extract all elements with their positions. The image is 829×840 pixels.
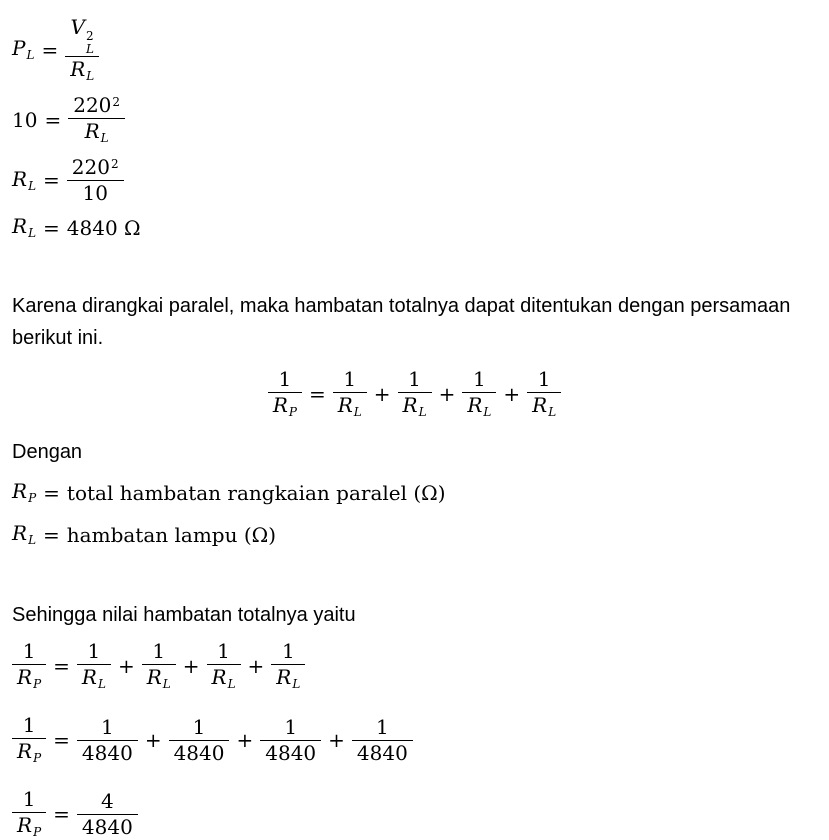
math-number: 1 xyxy=(408,367,421,392)
math-variable: $R_L$ xyxy=(146,665,171,692)
math-variable: $R_P$ xyxy=(17,739,42,766)
subscript: L xyxy=(162,677,171,692)
math-variable: $R_L$ xyxy=(276,665,301,692)
math-number: 1 xyxy=(152,639,166,664)
math-number: 10 xyxy=(82,181,108,206)
math-operator: = xyxy=(41,37,59,62)
math-number: $220^2$ xyxy=(71,155,119,180)
math-operator: + xyxy=(236,727,254,752)
math-number: 1 xyxy=(537,367,551,392)
subscript: P xyxy=(288,405,297,420)
eq-solve-rl xyxy=(12,156,817,205)
fraction xyxy=(68,94,125,146)
math-number: 1 xyxy=(100,714,114,739)
symbol-definitions xyxy=(12,480,817,548)
fraction xyxy=(12,714,46,766)
fraction xyxy=(77,790,138,839)
math-variable: $R_L$ xyxy=(81,665,106,692)
superscript: 2 xyxy=(110,156,119,171)
math-number: 1 xyxy=(376,714,389,739)
fraction-denominator xyxy=(268,392,302,420)
subscript: P xyxy=(33,677,42,692)
subscript: P xyxy=(33,751,42,766)
math-operator: = xyxy=(53,801,70,826)
math-number: 4840 xyxy=(66,215,118,240)
fraction-denominator xyxy=(333,392,367,420)
fraction-numerator xyxy=(398,368,432,392)
subscript: L xyxy=(353,405,362,420)
math-operator: = xyxy=(43,168,60,193)
math-number: 1 xyxy=(343,367,357,392)
math-number: 1 xyxy=(22,639,36,664)
math-number: 4840 xyxy=(356,740,408,765)
fraction xyxy=(462,368,496,420)
fraction xyxy=(65,16,99,84)
math-number: 1 xyxy=(284,714,298,739)
subscript: P xyxy=(33,825,42,840)
subscript: L xyxy=(85,41,94,56)
subscript: L xyxy=(227,677,236,692)
eq-substitute-values xyxy=(12,94,817,146)
math-variable: $R_L$ xyxy=(211,665,236,692)
fraction-denominator xyxy=(527,392,561,420)
math-variable: $R_L$ xyxy=(84,119,109,146)
fraction xyxy=(527,368,561,420)
fraction xyxy=(398,368,432,420)
total-resistance-calculation xyxy=(12,640,817,840)
fraction-numerator xyxy=(260,716,321,740)
fraction-numerator xyxy=(12,714,46,738)
math-variable: $R_P$ xyxy=(17,813,42,840)
math-operator: + xyxy=(438,381,456,406)
fraction-numerator xyxy=(352,716,413,740)
math-number: 1 xyxy=(281,639,295,664)
math-number: $220^2$ xyxy=(73,93,121,118)
math-operator: + xyxy=(503,381,521,406)
fraction-denominator xyxy=(77,740,138,765)
superscript: 2 xyxy=(85,29,94,43)
fraction xyxy=(169,716,230,765)
subscript: L xyxy=(548,405,557,420)
math-operator: = xyxy=(43,215,60,240)
subscript: L xyxy=(28,226,37,241)
fraction-numerator xyxy=(169,716,230,740)
fraction xyxy=(67,156,124,205)
fraction-numerator xyxy=(462,368,496,392)
subscript: L xyxy=(100,131,109,146)
math-text: hambatan lampu (Ω) xyxy=(66,522,277,547)
fraction-numerator xyxy=(12,640,46,664)
fraction-denominator xyxy=(68,118,125,146)
math-operator: + xyxy=(328,727,345,752)
fraction-denominator xyxy=(207,664,241,692)
eq-total-numeric xyxy=(12,714,817,766)
math-variable: $R_P$ xyxy=(12,479,37,506)
math-text: total hambatan rangkaian paralel (Ω) xyxy=(66,480,446,505)
fraction-numerator xyxy=(68,94,125,118)
sub-sup-stack xyxy=(86,30,94,55)
eq-rl-result xyxy=(12,215,817,241)
fraction-denominator xyxy=(169,740,230,765)
math-number: 4840 xyxy=(173,740,225,765)
math-operator: = xyxy=(308,381,326,406)
superscript: 2 xyxy=(112,94,121,109)
subscript: L xyxy=(97,677,106,692)
sehingga-label: Sehingga nilai hambatan totalnya yaitu xyxy=(12,604,356,627)
math-operator: = xyxy=(53,727,70,752)
fraction-denominator xyxy=(271,664,305,692)
fraction xyxy=(352,716,413,765)
math-variable: $R_P$ xyxy=(17,665,42,692)
math-number: 4 xyxy=(100,788,114,813)
fraction xyxy=(77,640,111,692)
fraction-numerator xyxy=(333,368,367,392)
dengan-label: Dengan xyxy=(12,441,83,464)
math-operator: + xyxy=(373,381,391,406)
math-variable: $R_P$ xyxy=(272,393,297,420)
math-number: 1 xyxy=(217,639,230,664)
math-number: 1 xyxy=(87,639,101,664)
fraction-denominator xyxy=(142,664,176,692)
math-variable: $R_L$ xyxy=(532,393,557,420)
fraction-numerator xyxy=(207,640,241,664)
math-number: 1 xyxy=(22,787,36,812)
paragraph-parallel-intro xyxy=(12,290,817,354)
eq-power-law xyxy=(12,16,817,84)
def-rp xyxy=(12,480,817,506)
fraction-denominator xyxy=(12,812,46,840)
math-variable: $R_L$ xyxy=(337,393,362,420)
fraction-denominator xyxy=(12,738,46,766)
fraction xyxy=(271,640,305,692)
fraction-numerator xyxy=(527,368,561,392)
fraction-numerator xyxy=(77,790,138,814)
fraction-denominator xyxy=(352,740,413,765)
math-operator: = xyxy=(43,480,60,505)
math-operator: + xyxy=(247,653,265,678)
subscript: L xyxy=(86,69,95,84)
fraction-numerator xyxy=(142,640,176,664)
fraction-denominator xyxy=(462,392,496,420)
math-variable: V 2 L xyxy=(70,15,94,56)
fraction xyxy=(260,716,321,765)
math-operator: + xyxy=(144,727,162,752)
fraction-denominator xyxy=(12,664,46,692)
fraction-denominator xyxy=(65,56,99,84)
math-text: Ω xyxy=(117,215,141,240)
math-operator: = xyxy=(44,107,62,132)
fraction xyxy=(12,640,46,692)
fraction-denominator xyxy=(398,392,432,420)
math-variable: $R_L$ xyxy=(70,57,95,84)
math-number: 10 xyxy=(12,107,38,132)
subscript: L xyxy=(483,405,492,420)
math-operator: = xyxy=(53,653,70,678)
paragraph-line-2: berikut ini. xyxy=(12,327,104,350)
fraction xyxy=(333,368,367,420)
math-number: 1 xyxy=(22,713,36,738)
fraction-numerator xyxy=(67,156,124,180)
lamp-resistance-derivation xyxy=(12,16,817,241)
fraction-denominator xyxy=(67,180,124,205)
fraction-numerator xyxy=(271,640,305,664)
math-variable: $R_L$ xyxy=(467,393,492,420)
subscript: L xyxy=(26,48,35,63)
fraction-numerator xyxy=(77,716,138,740)
fraction xyxy=(12,788,46,840)
math-number: 4840 xyxy=(81,740,133,765)
math-number: 1 xyxy=(192,714,206,739)
paragraph-line-1: Karena dirangkai paralel, maka hambatan totalnya dapat ditentukan dengan persamaan xyxy=(12,295,791,318)
math-number: 4840 xyxy=(265,740,317,765)
fraction-denominator xyxy=(77,814,138,839)
math-variable: $P_L$ xyxy=(12,36,35,63)
fraction xyxy=(207,640,241,692)
subscript: L xyxy=(28,533,37,548)
math-variable: $R_L$ xyxy=(12,521,37,548)
fraction-numerator xyxy=(268,368,302,392)
math-operator: = xyxy=(43,522,60,547)
math-variable: $R_L$ xyxy=(402,393,427,420)
def-rl xyxy=(12,522,817,548)
parallel-resistance-formula xyxy=(12,368,817,420)
math-variable: $R_L$ xyxy=(12,166,37,193)
math-number: 1 xyxy=(472,367,486,392)
subscript: L xyxy=(292,677,301,692)
fraction-denominator xyxy=(77,664,111,692)
math-number: 1 xyxy=(278,367,292,392)
eq-total-combined xyxy=(12,788,817,840)
fraction-numerator xyxy=(12,788,46,812)
subscript: L xyxy=(418,405,427,420)
fraction-numerator xyxy=(65,16,99,56)
fraction xyxy=(268,368,302,420)
fraction-denominator xyxy=(260,740,321,765)
fraction xyxy=(142,640,176,692)
math-operator: + xyxy=(182,653,200,678)
math-variable: $R_L$ xyxy=(12,214,37,241)
fraction-numerator xyxy=(77,640,111,664)
subscript: P xyxy=(28,491,37,506)
eq-total-symbolic xyxy=(12,640,817,692)
math-operator: + xyxy=(117,653,135,678)
math-number: 4840 xyxy=(81,814,133,839)
fraction xyxy=(77,716,138,765)
subscript: L xyxy=(28,178,37,193)
